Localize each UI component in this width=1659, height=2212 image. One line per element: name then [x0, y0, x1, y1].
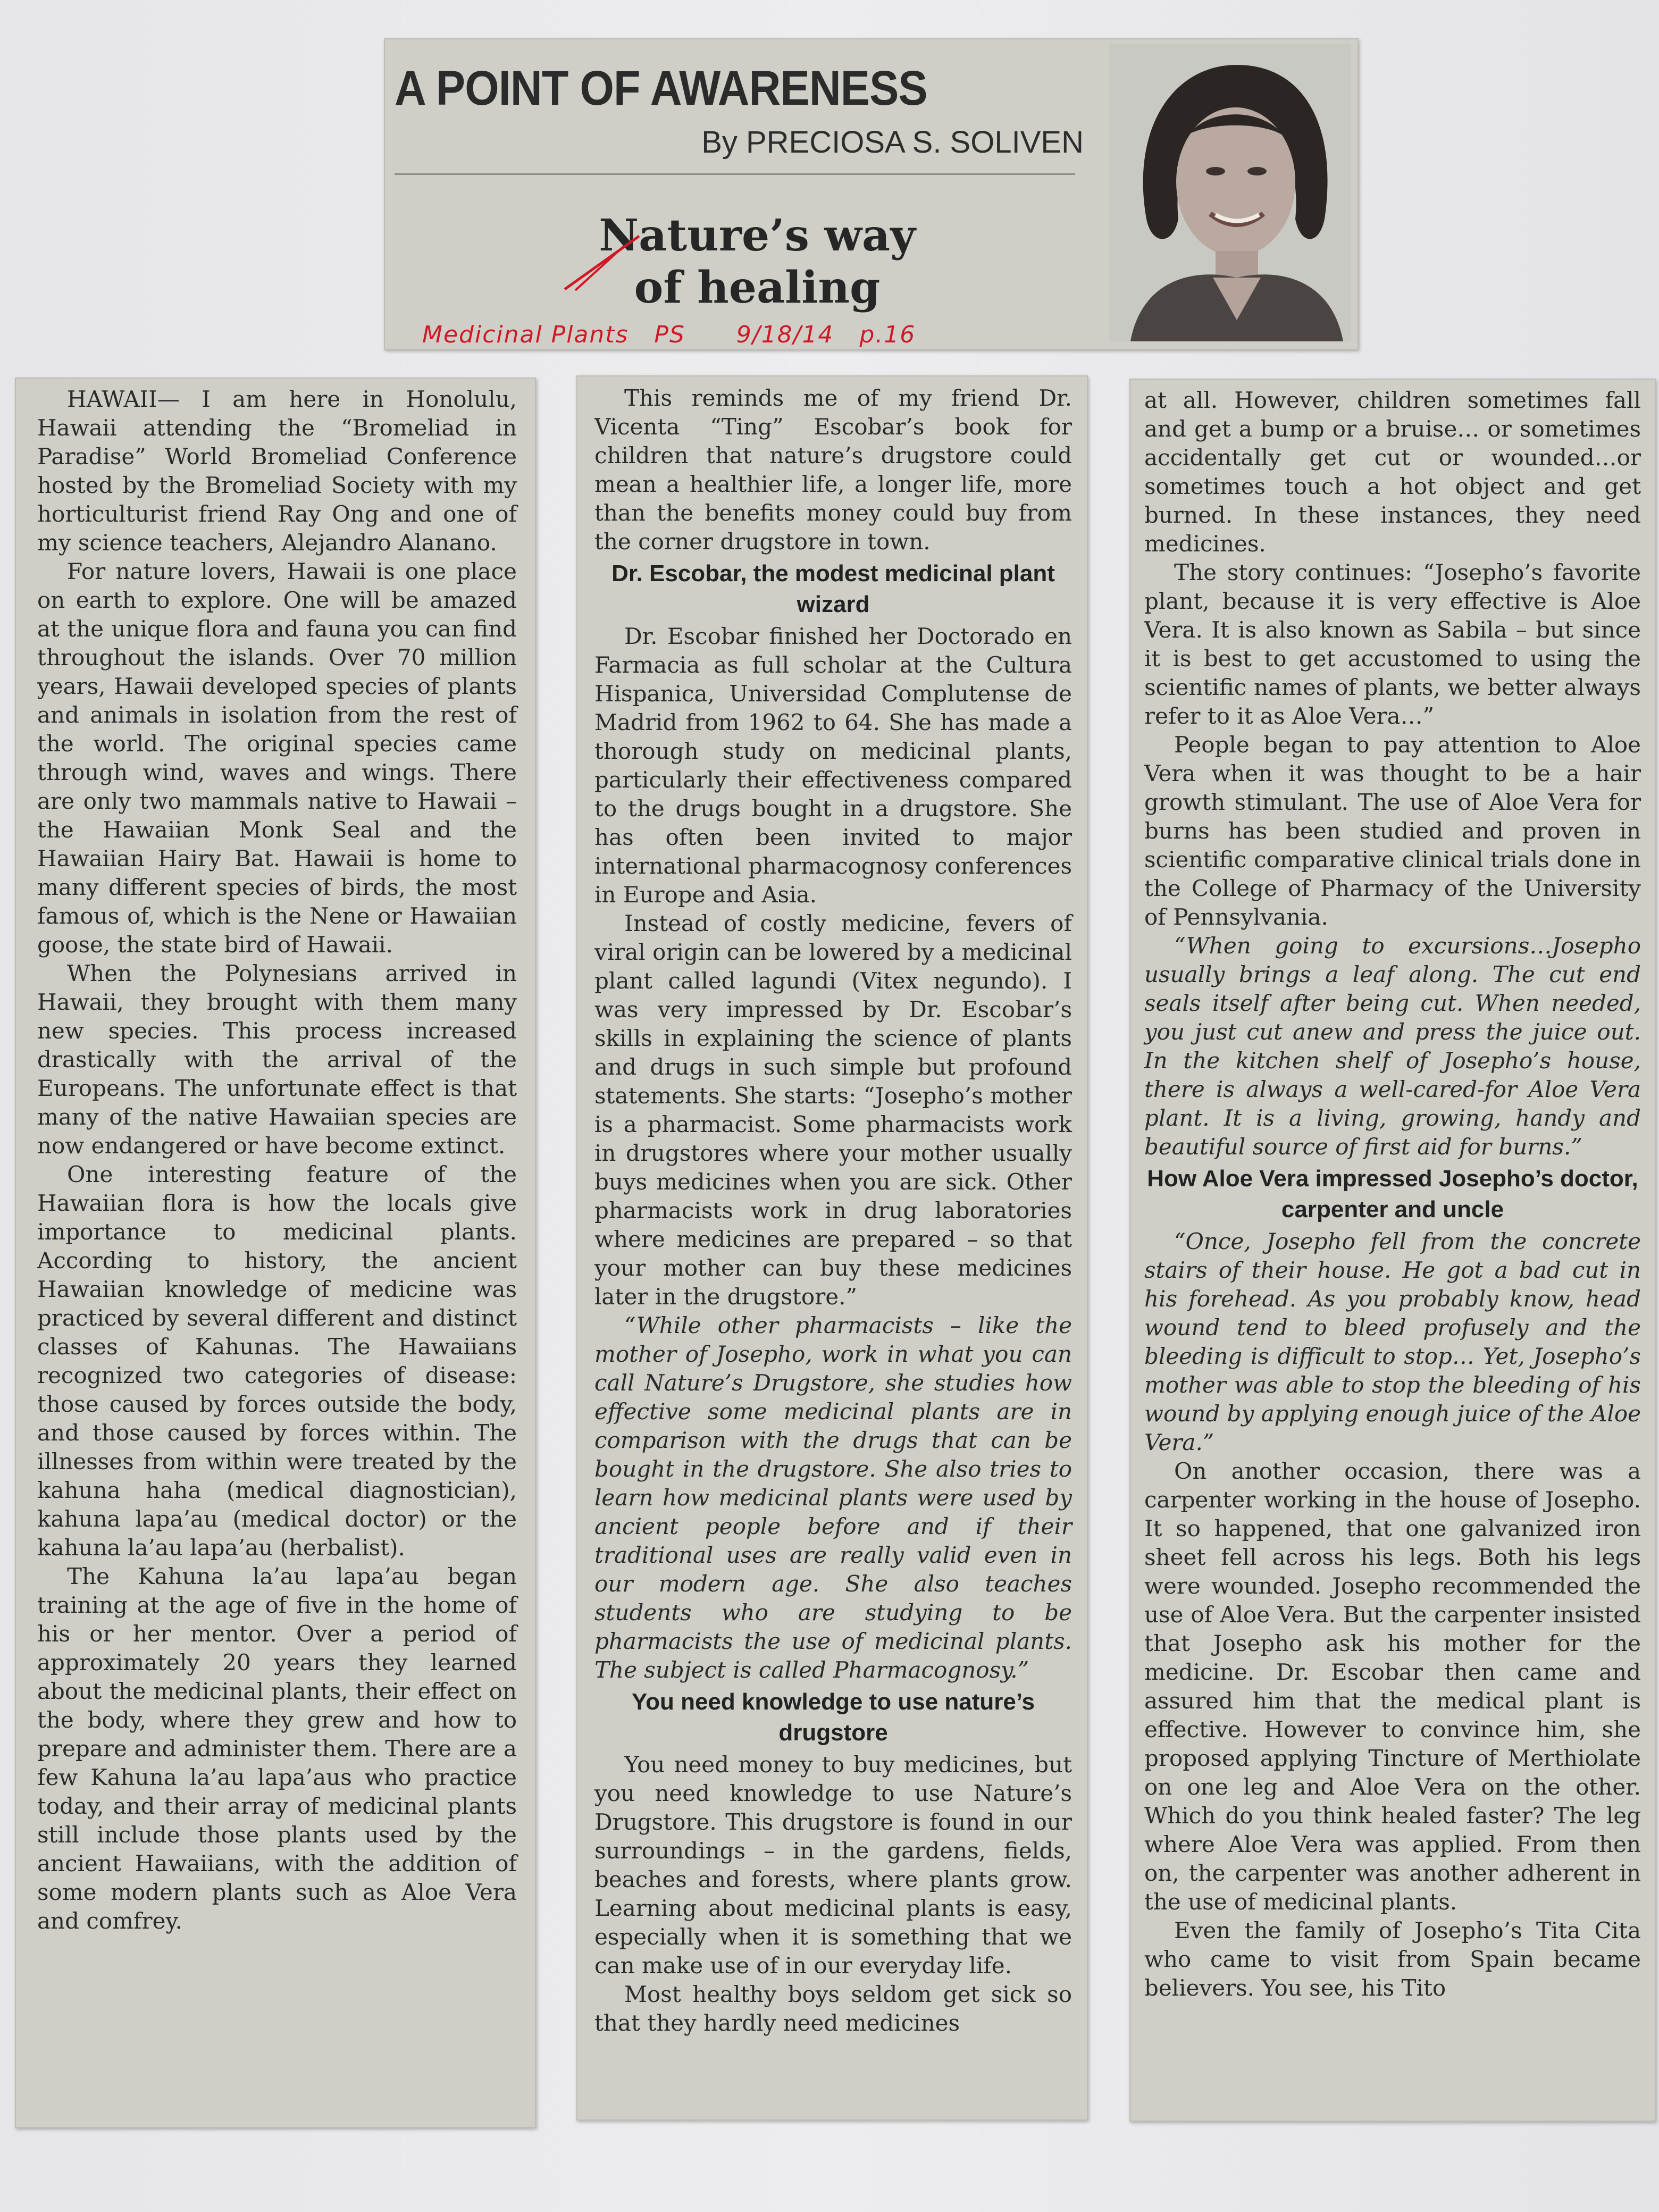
- article-column-1: [15, 378, 536, 2128]
- byline: By PRECIOSA S. SOLIVEN: [701, 125, 1084, 160]
- article-column-2: [576, 375, 1088, 2121]
- paragraph: You need money to buy medicines, but you need knowledge to use Nature’s Drugstore. This drugstore is found in our surroundings – in the gardens, fields, beaches and forests, where plants grow. Learning about medicinal plants is easy, especially when it is something that we can make use of in our everyday life.: [594, 1752, 1072, 1979]
- header-clipping: [384, 38, 1359, 350]
- paragraph: The story continues: “Josepho’s favorite plant, because it is very effective is Aloe Vera. It is also known as Sabila – but since it is best to get accustomed to using the scientific names of plants, we better always refer to it as Aloe Vera…”: [1144, 559, 1641, 729]
- paragraph: at all. However, children sometimes fall and get a bump or a bruise… or sometimes accidentally get cut or wounded…or sometimes touch a hot object and get burned. In these instances, they need medicines.: [1144, 387, 1641, 557]
- paragraph: People began to pay attention to Aloe Vera when it was thought to be a hair growth stimulant. The use of Aloe Vera for burns has been studied and proven in scientific comparative clinical trials done in the College of Pharmacy of the University of Pennsylvania.: [1144, 732, 1641, 930]
- quoted-paragraph: “While other pharmacists – like the mother of Josepho, work in what you can call Nature’s Drugstore, she studies how effective some medicinal plants are in comparison with the drugs that can be bought in the drugstore. She also tries to learn how medicinal plants were used by ancient people before and if their traditional uses are really valid even in our modern age. She also teaches students who are studying to be pharmacists the use of medicinal plants. The subject is called Pharmacognosy.”: [594, 1312, 1072, 1683]
- paragraph: For nature lovers, Hawaii is one place on earth to explore. One will be amazed at the unique flora and fauna you can find throughout the islands. Over 70 million years, Hawaii developed species of plants and animals in isolation from the rest of the world. The original species came through wind, waves and wings. There are only two mammals native to Hawaii – the Hawaiian Monk Seal and the Hawaiian Hairy Bat. Hawaii is home to many different species of birds, the most famous of, which is the Nene or Hawaiian goose, the state bird of Hawaii.: [37, 558, 517, 958]
- headline-line-1: Nature’s way: [599, 210, 916, 261]
- paragraph: One interesting feature of the Hawaiian flora is how the locals give importance to medicinal plants. According to history, the ancient Hawaiian knowledge of medicine was practiced by several different and distinct classes of Kahunas. The Hawaiians recognized two categories of disease: those caused by forces outside the body, and those caused by forces within. The illnesses from within were treated by the kahuna haha (medical diagnostician), kahuna lapa’au (medical doctor) or the kahuna la’au lapa’au (herbalist).: [37, 1161, 517, 1561]
- subheading: Dr. Escobar, the modest medicinal plant wizard: [611, 560, 1055, 617]
- paragraph: Even the family of Josepho’s Tita Cita who came to visit from Spain became believers. You see, his Tito: [1144, 1917, 1641, 2001]
- column-kicker: A POINT OF AWARENESS: [395, 61, 927, 115]
- quoted-paragraph: “Once, Josepho fell from the concrete stairs of their house. He got a bad cut in his forehead. As you probably know, head wound tend to bleed profusely and the bleeding is difficult to stop… Yet, Josepho’s mother was able to stop the bleeding of his wound by applying enough juice of the Aloe Vera.”: [1144, 1228, 1641, 1455]
- headline-line-2: of healing: [634, 262, 881, 313]
- article-column-3: [1129, 379, 1656, 2122]
- paragraph: HAWAII— I am here in Honolulu, Hawaii attending the “Bromeliad in Paradise” World Bromeliad Conference hosted by the Bromeliad Society with my horticulturist friend Ray Ong and one of my science teachers, Alejandro Alanano.: [37, 386, 517, 556]
- header-rule: [395, 173, 1075, 175]
- paragraph: This reminds me of my friend Dr. Vicenta “Ting” Escobar’s book for children that nature’s drugstore could mean a healthier life, a longer life, more than the benefits money could buy from the corner drugstore in town.: [594, 385, 1072, 555]
- author-portrait: [1109, 44, 1351, 341]
- red-strike-mark: [559, 231, 644, 295]
- paragraph: On another occasion, there was a carpenter working in the house of Josepho. It so happened, that one galvanized iron sheet fell across his legs. Both his legs were wounded. Josepho recommended the use of Aloe Vera. But the carpenter insisted that Josepho ask his mother for the medicine. Dr. Escobar then came and assured him that the medical plant is effective. However to convince him, she proposed applying Tincture of Merthiolate on one leg and Aloe Vera on the other. Which do you think healed faster? The leg where Aloe Vera was applied. From then on, the carpenter was another adherent in the use of medicinal plants.: [1144, 1458, 1641, 1915]
- paragraph: Instead of costly medicine, fevers of viral origin can be lowered by a medicinal plant called lagundi (Vitex negundo). I was very impressed by Dr. Escobar’s skills in explaining the science of plants and drugs in such simple but profound statements. She starts: “Josepho’s mother is a pharmacist. Some pharmacists work in drugstores where your mother usually buys medicines when you are sick. Other pharmacists work in drug laboratories where medicines are prepared – so that your mother can buy these medicines later in the drugstore.”: [594, 910, 1072, 1310]
- paragraph: Most healthy boys seldom get sick so that they hardly need medicines: [594, 1981, 1072, 2036]
- quoted-paragraph: “When going to excursions…Josepho usually brings a leaf along. The cut end seals itself after being cut. When needed, you just cut anew and press the juice out. In the kitchen shelf of Josepho’s house, there is always a well-cared-for Aloe Vera plant. It is a living, growing, handy and beautiful source of first aid for burns.”: [1144, 933, 1641, 1160]
- paragraph: When the Polynesians arrived in Hawaii, they brought with them many new species. This process increased drastically with the arrival of the Europeans. The unfortunate effect is that many of the native Hawaiian species are now endangered or have become extinct.: [37, 960, 517, 1159]
- subheading: How Aloe Vera impressed Josepho’s doctor, carpenter and uncle: [1147, 1166, 1638, 1222]
- subheading: You need knowledge to use nature’s drugstore: [632, 1689, 1035, 1746]
- paragraph: The Kahuna la’au lapa’au began training at the age of five in the home of his or her mentor. Over a period of approximately 20 years they learned about the medicinal plants, their effect on the body, where they grew and how to prepare and administer them. There are a few Kahuna la’au lapa’aus who practice today, and their array of medicinal plants still include those plants used by the ancient Hawaiians, with the addition of some modern plants such as Aloe Vera and comfrey.: [37, 1563, 517, 1934]
- handwritten-annotation: Medicinal Plants PS 9/18/14 p.16: [422, 321, 916, 348]
- paragraph: Dr. Escobar finished her Doctorado en Farmacia as full scholar at the Cultura Hispanica, Universidad Complutense de Madrid from 1962 to 64. She has made a thorough study on medicinal plants, particularly their effectiveness compared to the drugs bought in a drugstore. She has often been invited to major international pharmacognosy conferences in Europe and Asia.: [594, 623, 1072, 908]
